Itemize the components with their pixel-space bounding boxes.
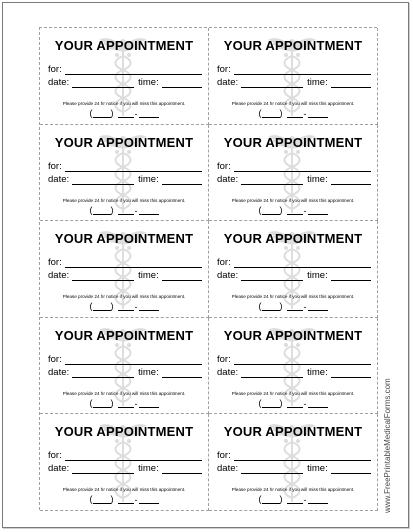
phone-line-field[interactable] [308,495,328,504]
for-field[interactable] [65,162,202,172]
for-label: for: [48,353,62,365]
phone-dash: - [134,495,138,506]
date-field[interactable] [72,464,134,474]
area-code-field[interactable] [262,206,280,215]
for-field[interactable] [234,451,371,461]
phone-open-paren: ( [258,204,262,215]
card-title: YOUR APPOINTMENT [54,424,194,440]
for-row [217,65,371,75]
date-field[interactable] [72,368,134,378]
date-time-row [217,368,371,378]
date-field[interactable] [241,368,303,378]
date-field[interactable] [72,78,134,88]
time-field[interactable] [162,175,202,185]
time-field[interactable] [162,464,202,474]
phone-prefix-field[interactable] [118,302,134,311]
phone-line-field[interactable] [139,302,159,311]
area-code-field[interactable] [262,302,280,311]
for-field[interactable] [234,65,371,75]
phone-dash: - [303,205,307,216]
time-field[interactable] [331,78,371,88]
phone-close-paren: ) [110,301,114,312]
date-time-row [217,464,371,474]
card-title: YOUR APPOINTMENT [223,424,363,440]
phone-line-field[interactable] [308,399,328,408]
time-label: time: [307,366,328,378]
card-title: YOUR APPOINTMENT [54,231,194,247]
date-field[interactable] [241,175,303,185]
for-label: for: [217,160,231,172]
time-field[interactable] [331,464,371,474]
appointment-card [209,28,378,125]
area-code-field[interactable] [93,109,111,118]
area-code-field[interactable] [93,302,111,311]
phone-dash: - [134,109,138,119]
watermark-text: www.FreePrintableMedicalForms.com [383,378,392,513]
appointment-card [40,221,209,318]
for-field[interactable] [234,355,371,365]
area-code-field[interactable] [262,495,280,504]
card-title: YOUR APPOINTMENT [54,134,194,150]
phone-open-paren: ( [258,494,262,505]
phone-dash: - [303,495,307,506]
date-label: date: [48,366,70,378]
for-field[interactable] [65,258,202,268]
for-row [48,162,202,172]
card-title: YOUR APPOINTMENT [223,231,363,247]
for-row [48,65,202,75]
card-title: YOUR APPOINTMENT [223,38,363,53]
time-label: time: [138,77,159,88]
phone-close-paren: ) [110,204,114,215]
time-field[interactable] [331,271,371,281]
phone-prefix-field[interactable] [118,399,134,408]
phone-line-field[interactable] [308,206,328,215]
time-field[interactable] [331,368,371,378]
phone-line-field[interactable] [308,302,328,311]
phone-close-paren: ) [279,301,283,312]
for-field[interactable] [65,65,202,75]
time-field[interactable] [162,368,202,378]
date-label: date: [48,77,70,88]
time-label: time: [307,463,328,475]
phone-field [40,108,208,118]
phone-line-field[interactable] [139,109,159,118]
phone-field [209,301,377,311]
phone-open-paren: ( [89,204,93,215]
phone-open-paren: ( [89,108,93,118]
notice-text: Please provide 24 hr notice if you will miss this appointment. [231,101,355,106]
date-label: date: [48,463,70,475]
phone-dash: - [134,205,138,216]
phone-open-paren: ( [258,397,262,408]
phone-open-paren: ( [258,108,262,118]
time-label: time: [138,366,159,378]
notice-text: Please provide 24 hr notice if you will miss this appointment. [231,197,355,203]
phone-prefix-field[interactable] [287,109,303,118]
phone-field [209,494,377,504]
appointment-card [209,414,378,511]
date-field[interactable] [241,78,303,88]
for-field[interactable] [234,162,371,172]
phone-field [40,494,208,504]
for-label: for: [217,257,231,269]
card-title: YOUR APPOINTMENT [223,134,363,150]
phone-line-field[interactable] [308,109,328,118]
phone-prefix-field[interactable] [118,109,134,118]
phone-prefix-field[interactable] [287,302,303,311]
date-label: date: [217,270,239,282]
phone-prefix-field[interactable] [287,399,303,408]
phone-prefix-field[interactable] [118,206,134,215]
date-label: date: [217,463,239,475]
notice-text: Please provide 24 hr notice if you will miss this appointment. [62,390,186,396]
for-label: for: [48,160,62,172]
for-row [48,451,202,461]
time-field[interactable] [331,175,371,185]
date-label: date: [48,173,70,185]
for-row [217,162,371,172]
phone-field [40,398,208,408]
area-code-field[interactable] [93,206,111,215]
notice-text: Please provide 24 hr notice if you will miss this appointment. [231,487,355,493]
notice-text: Please provide 24 hr notice if you will miss this appointment. [231,390,355,396]
for-row [48,355,202,365]
for-label: for: [217,450,231,462]
appointment-card [40,318,209,415]
date-time-row [217,175,371,185]
time-label: time: [138,173,159,185]
appointment-card [40,28,209,125]
for-label: for: [217,353,231,365]
appointment-card [209,125,378,222]
phone-close-paren: ) [279,494,283,505]
appointment-card [40,125,209,222]
date-time-row [48,175,202,185]
time-field[interactable] [162,78,202,88]
phone-line-field[interactable] [139,399,159,408]
for-row [217,451,371,461]
time-label: time: [307,77,328,88]
phone-open-paren: ( [258,301,262,312]
time-label: time: [138,463,159,475]
notice-text: Please provide 24 hr notice if you will miss this appointment. [62,294,186,300]
notice-text: Please provide 24 hr notice if you will miss this appointment. [231,294,355,300]
time-field[interactable] [162,271,202,281]
appointment-card-grid [39,27,377,510]
phone-dash: - [134,302,138,313]
date-time-row [48,78,202,88]
for-row [217,355,371,365]
document-page [2,2,409,528]
notice-text: Please provide 24 hr notice if you will miss this appointment. [62,101,186,106]
phone-prefix-field[interactable] [287,495,303,504]
date-field[interactable] [241,464,303,474]
time-label: time: [307,173,328,185]
date-field[interactable] [72,271,134,281]
for-label: for: [217,64,231,75]
phone-dash: - [303,109,307,119]
phone-open-paren: ( [89,397,93,408]
phone-dash: - [134,398,138,409]
area-code-field[interactable] [262,399,280,408]
for-row [48,258,202,268]
date-field[interactable] [241,271,303,281]
phone-field [40,301,208,311]
time-label: time: [307,270,328,282]
date-time-row [217,78,371,88]
date-label: date: [217,77,239,88]
appointment-card [209,221,378,318]
phone-close-paren: ) [279,108,283,118]
notice-text: Please provide 24 hr notice if you will miss this appointment. [62,487,186,493]
card-title: YOUR APPOINTMENT [54,38,194,53]
area-code-field[interactable] [93,495,111,504]
date-label: date: [217,366,239,378]
date-time-row [48,271,202,281]
card-title: YOUR APPOINTMENT [54,327,194,343]
area-code-field[interactable] [93,399,111,408]
date-time-row [48,368,202,378]
phone-field [209,108,377,118]
phone-field [40,205,208,215]
phone-dash: - [303,398,307,409]
time-label: time: [138,270,159,282]
date-label: date: [217,173,239,185]
date-time-row [217,271,371,281]
phone-line-field[interactable] [139,206,159,215]
card-title: YOUR APPOINTMENT [223,327,363,343]
phone-dash: - [303,302,307,313]
phone-close-paren: ) [110,397,114,408]
for-row [217,258,371,268]
appointment-card [209,318,378,415]
phone-field [209,205,377,215]
phone-prefix-field[interactable] [118,495,134,504]
phone-close-paren: ) [110,108,114,118]
date-label: date: [48,270,70,282]
for-field[interactable] [234,258,371,268]
date-field[interactable] [72,175,134,185]
for-field[interactable] [65,355,202,365]
phone-close-paren: ) [110,494,114,505]
phone-field [209,398,377,408]
phone-close-paren: ) [279,204,283,215]
for-label: for: [48,257,62,269]
phone-open-paren: ( [89,301,93,312]
area-code-field[interactable] [262,109,280,118]
phone-line-field[interactable] [139,495,159,504]
appointment-card [40,414,209,511]
notice-text: Please provide 24 hr notice if you will miss this appointment. [62,197,186,203]
phone-prefix-field[interactable] [287,206,303,215]
phone-open-paren: ( [89,494,93,505]
for-label: for: [48,450,62,462]
phone-close-paren: ) [279,397,283,408]
date-time-row [48,464,202,474]
for-field[interactable] [65,451,202,461]
for-label: for: [48,64,62,75]
